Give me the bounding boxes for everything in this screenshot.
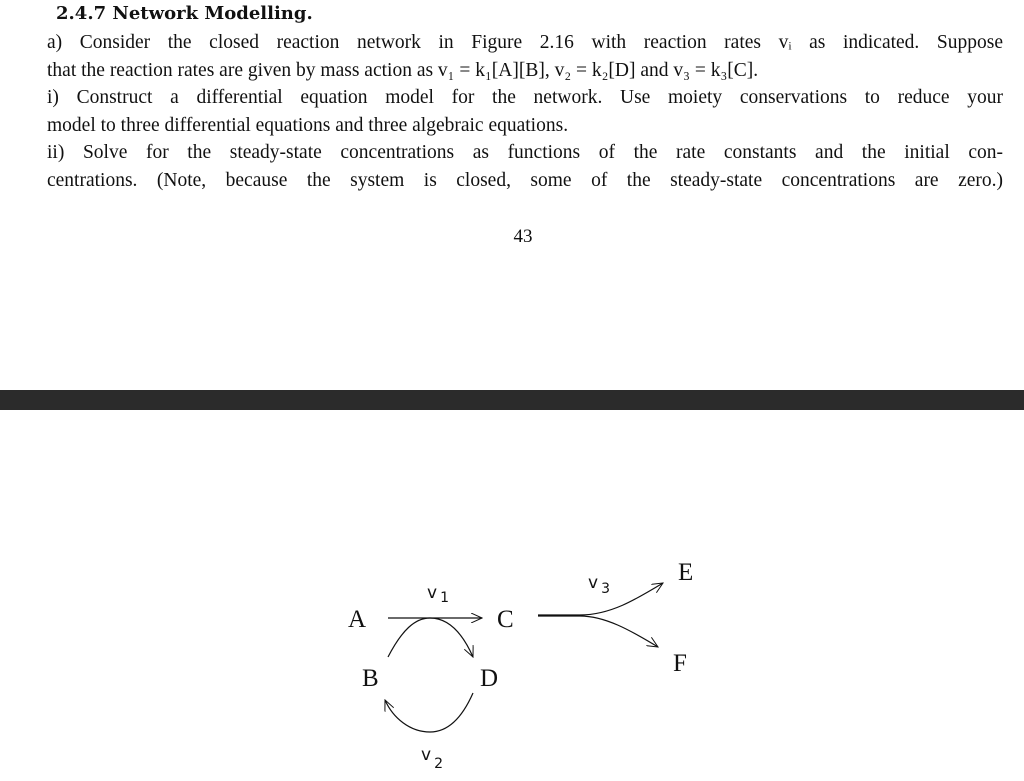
rate-v1-label: v $_1$ <box>427 583 449 606</box>
species-d: D <box>480 665 499 692</box>
species-b: B <box>362 665 379 692</box>
species-c: C <box>497 606 514 633</box>
rate-v2-label: v $_2$ <box>421 745 443 772</box>
problem-line: that the reaction rates are given by mass action as v₁ = k₁[A][B], v₂ = k₂[D] and v₃ = k₃[C]. <box>47 59 759 81</box>
species-f: F <box>673 650 687 677</box>
section-heading: 2.4.7 Network Modelling. <box>56 3 313 24</box>
problem-line: i) Construct a differential equation model for the network. Use moiety conservations to reduce your <box>47 87 1003 109</box>
arrow-d-to-b <box>385 693 473 732</box>
species-a: A <box>348 606 367 633</box>
rate-v3-label: v $_3$ <box>588 573 610 597</box>
problem-line: centrations. (Note, because the system is closed, some of the steady-state concentrations are zero.) <box>47 169 1003 191</box>
page-number: 43 <box>513 226 533 247</box>
problem-line: model to three differential equations and three algebraic equations. <box>47 114 569 136</box>
problem-line: a) Consider the closed reaction network in Figure 2.16 with reaction rates vᵢ as indicated. Suppose <box>47 32 1003 53</box>
arrow-b-to-d <box>388 618 473 657</box>
arrow-c-to-f <box>538 616 658 647</box>
species-e: E <box>678 559 694 586</box>
problem-line: ii) Solve for the steady-state concentrations as functions of the rate constants and the initial con- <box>47 142 1003 164</box>
